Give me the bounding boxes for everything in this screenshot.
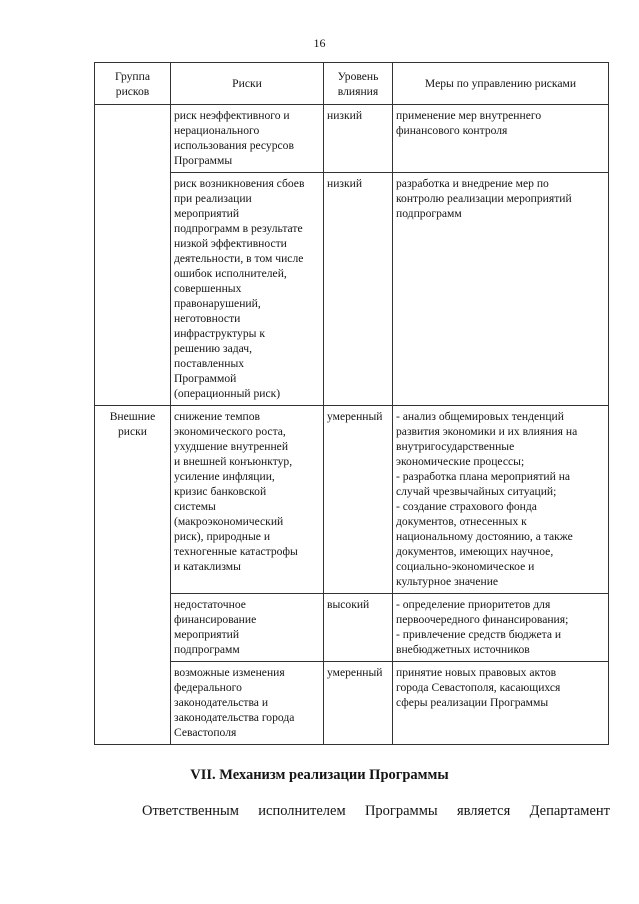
body-word: Департамент: [529, 803, 610, 819]
table-row: [95, 406, 609, 594]
impact-level-cell: низкий: [324, 173, 393, 406]
table-row: [95, 173, 609, 406]
management-measures-cell: - анализ общемировых тенденций развития экономики и их влияния на внутригосударственные экономические процессы; - разработка плана мероприятий на случай чрезвычайных ситуаций; - создание страхового фонда документов, отнесенных к национальному достоянию, а также документов, имеющих научное, социально-экономическое и культурное значение: [393, 406, 609, 594]
risk-group-cell: Внешние риски: [95, 406, 171, 745]
header-impact-level: Уровень влияния: [324, 63, 393, 105]
risk-description-cell: риск неэффективного и нерационального использования ресурсов Программы: [171, 105, 324, 173]
table-row: [95, 105, 609, 173]
header-risks: Риски: [171, 63, 324, 105]
impact-level-cell: низкий: [324, 105, 393, 173]
header-management-measures: Меры по управлению рисками: [393, 63, 609, 105]
risk-group-cell: [95, 105, 171, 406]
body-word: Ответственным: [142, 803, 239, 819]
management-measures-cell: применение мер внутреннего финансового контроля: [393, 105, 609, 173]
risk-description-cell: возможные изменения федерального законодательства и законодательства города Севастополя: [171, 662, 324, 745]
section-heading: VII. Механизм реализации Программы: [190, 767, 449, 783]
body-word: является: [456, 803, 511, 819]
page-number: 16: [313, 36, 326, 50]
risk-management-table: [94, 62, 609, 745]
body-paragraph-line: [142, 803, 610, 820]
body-word: Программы: [364, 803, 438, 819]
table-row: [95, 662, 609, 745]
body-word: исполнителем: [258, 803, 346, 819]
impact-level-cell: умеренный: [324, 662, 393, 745]
header-risk-group: Группа рисков: [95, 63, 171, 105]
risk-description-cell: риск возникновения сбоев при реализации мероприятий подпрограмм в результате низкой эффективности деятельности, в том числе ошибок исполнителей, совершенных правонарушений, неготовности инфраструктуры к решению задач, поставленных Программой (операционный риск): [171, 173, 324, 406]
impact-level-cell: высокий: [324, 594, 393, 662]
management-measures-cell: принятие новых правовых актов города Севастополя, касающихся сферы реализации Программы: [393, 662, 609, 745]
management-measures-cell: разработка и внедрение мер по контролю реализации мероприятий подпрограмм: [393, 173, 609, 406]
table-row: [95, 594, 609, 662]
table-header-row: [95, 63, 609, 105]
risk-description-cell: недостаточное финансирование мероприятий подпрограмм: [171, 594, 324, 662]
impact-level-cell: умеренный: [324, 406, 393, 594]
management-measures-cell: - определение приоритетов для первоочередного финансирования; - привлечение средств бюджета и внебюджетных источников: [393, 594, 609, 662]
risk-description-cell: снижение темпов экономического роста, ухудшение внутренней и внешней конъюнктур, усиление инфляции, кризис банковской системы (макроэкономический риск), природные и техногенные катастрофы и катаклизмы: [171, 406, 324, 594]
